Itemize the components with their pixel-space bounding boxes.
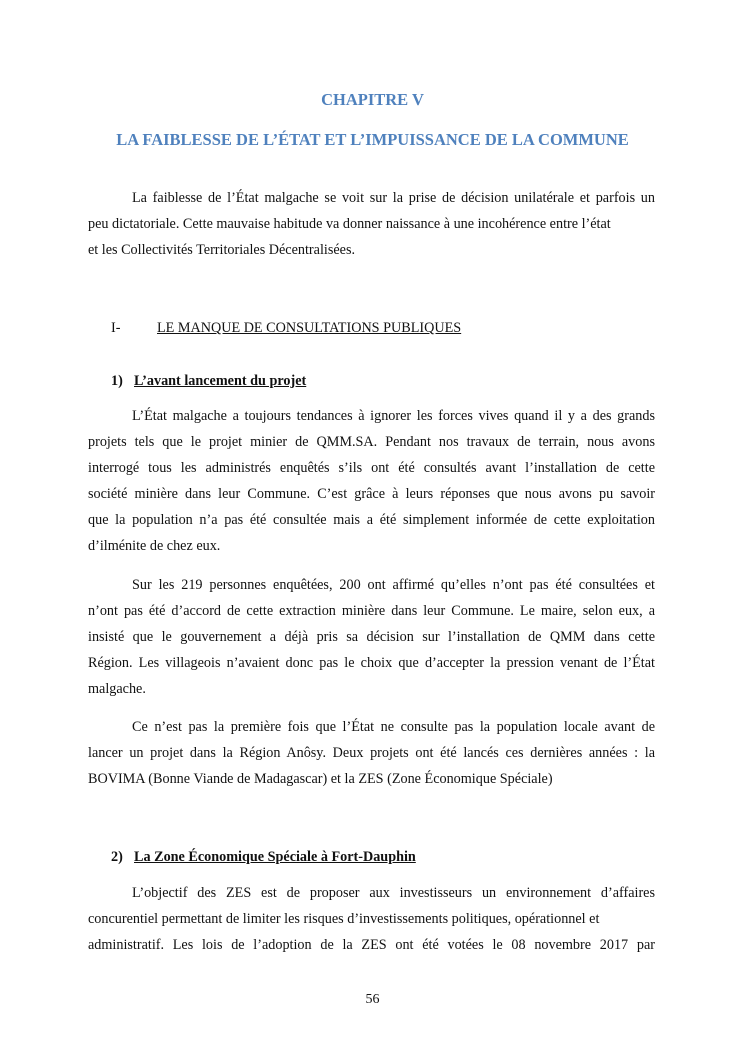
- text-line: Ce n’est pas la première fois que l’État ne consulte pas la population locale avant de: [132, 719, 655, 735]
- text-line: que la population n’a pas été consultée mais a été simplement informée de cette exploitation: [88, 512, 655, 528]
- text-line: d’ilménite de chez eux.: [88, 538, 221, 554]
- text-line: insisté que le gouvernement a déjà pris sa décision sur l’installation de QMM dans cette: [88, 629, 655, 645]
- text-line: n’ont pas été d’accord de cette extraction minière dans leur Commune. Le maire, selon eux, a: [88, 603, 655, 619]
- text-line: projets tels que le projet minier de QMM.SA. Pendant nos travaux de terrain, nous avons: [88, 434, 655, 450]
- chapter-label: CHAPITRE V: [321, 90, 424, 109]
- text-line: Sur les 219 personnes enquêtées, 200 ont affirmé qu’elles n’ont pas été consultées et: [132, 577, 655, 593]
- chapter-title: LA FAIBLESSE DE L’ÉTAT ET L’IMPUISSANCE DE LA COMMUNE: [116, 130, 629, 149]
- section-number: I-: [111, 320, 121, 336]
- text-line: malgache.: [88, 681, 146, 697]
- intro-line: La faiblesse de l’État malgache se voit sur la prise de décision unilatérale et parfois un: [132, 190, 655, 206]
- paragraph: [88, 572, 655, 702]
- text-line: interrogé tous les administrés enquêtés s’ils ont été consultés avant l’installation de cette: [88, 460, 655, 476]
- text-line: lancer un projet dans la Région Anôsy. Deux projets ont été lancés ces dernières années : la: [88, 745, 655, 761]
- subsection-title: La Zone Économique Spéciale à Fort-Dauphin: [134, 849, 416, 865]
- subsection-title: L’avant lancement du projet: [134, 373, 307, 389]
- section-title: LE MANQUE DE CONSULTATIONS PUBLIQUES: [157, 320, 462, 336]
- text-line: administratif. Les lois de l’adoption de la ZES ont été votées le 08 novembre 2017 par: [88, 937, 655, 953]
- paragraph: [88, 714, 655, 792]
- text-line: L’État malgache a toujours tendances à ignorer les forces vives quand il y a des grands: [132, 408, 655, 424]
- page-number: 56: [365, 992, 380, 1007]
- text-line: société minière dans leur Commune. C’est grâce à leurs réponses que nous avons pu savoir: [88, 486, 655, 502]
- subsection-number: 2): [111, 849, 123, 865]
- text-line: concurentiel permettant de limiter les risques d’investissements politiques, opérationnel et: [88, 911, 600, 927]
- intro-line: peu dictatoriale. Cette mauvaise habitude va donner naissance à une incohérence entre l’état: [88, 216, 611, 232]
- intro-line: et les Collectivités Territoriales Décentralisées.: [88, 242, 356, 258]
- subsection-number: 1): [111, 373, 123, 389]
- text-line: BOVIMA (Bonne Viande de Madagascar) et la ZES (Zone Économique Spéciale): [88, 771, 553, 787]
- paragraph: [88, 403, 655, 559]
- text-line: L’objectif des ZES est de proposer aux investisseurs un environnement d’affaires: [132, 885, 655, 901]
- paragraph: [88, 880, 655, 958]
- text-line: Région. Les villageois n’avaient donc pas le choix que d’accepter la pression venant de l’État: [88, 655, 655, 671]
- intro-paragraph: [88, 185, 655, 263]
